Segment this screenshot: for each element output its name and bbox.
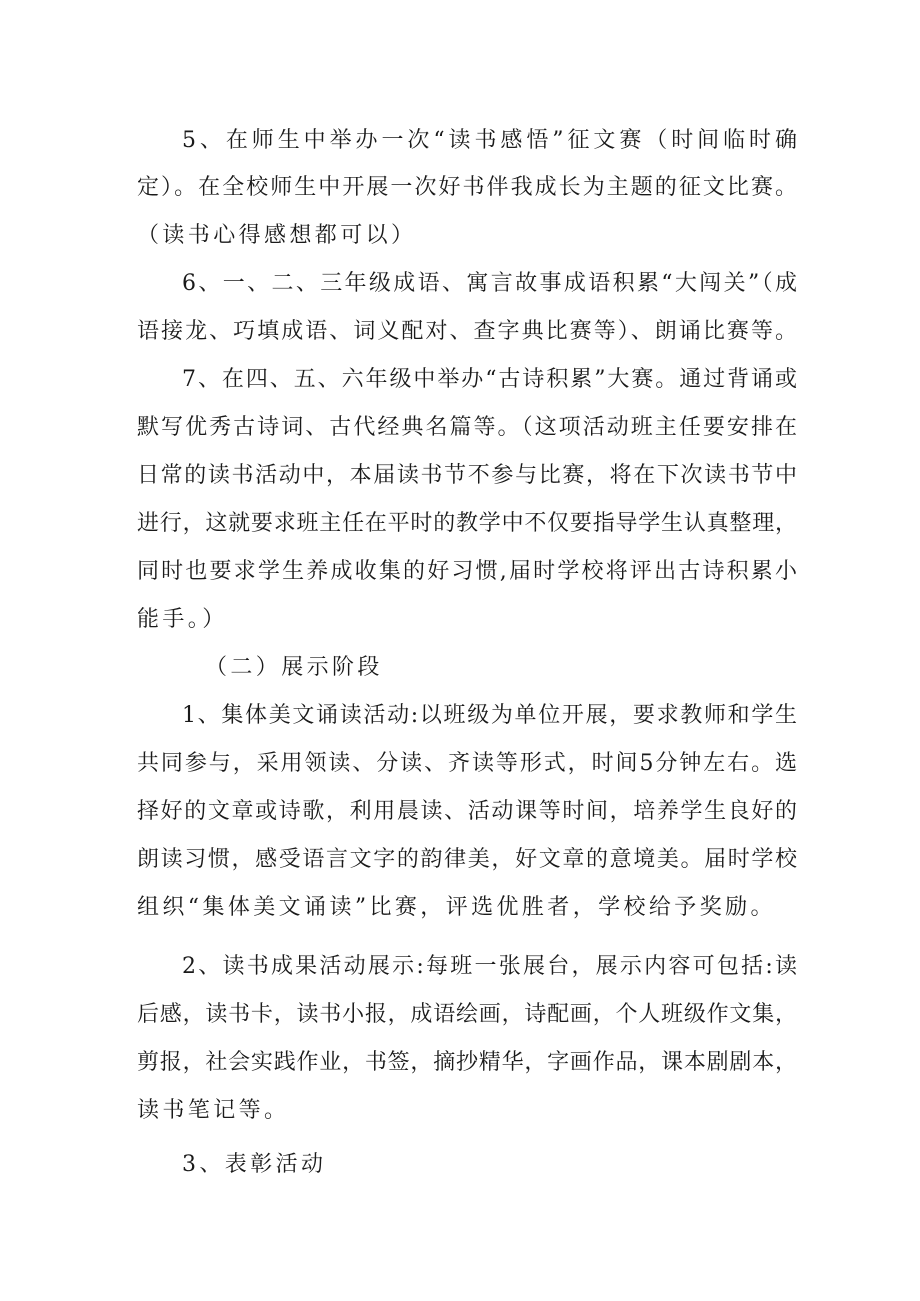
paragraph-5-line-1: 5、在师生中举办一次“读书感悟”征文赛（时间临时确 [182, 128, 797, 153]
paragraph-5-line-2: 定）。在全校师生中开展一次好书伴我成长为主题的征文比赛。 [137, 175, 797, 200]
section-heading-display-stage: （二）展示阶段 [205, 655, 383, 680]
paragraph-7-line-3: 日常的读书活动中，本届读书节不参与比赛，将在下次读书节中 [137, 463, 797, 488]
paragraph-7-line-4: 进行，这就要求班主任在平时的教学中不仅要指导学生认真整理， [137, 511, 797, 536]
paragraph-7-line-5: 同时也要求学生养成收集的好习惯,届时学校将评出古诗积累小 [137, 559, 797, 584]
item-2-line-1: 2、读书成果活动展示:每班一张展台，展示内容可包括:读 [182, 954, 797, 979]
item-1-line-1: 1、集体美文诵读活动:以班级为单位开展，要求教师和学生 [182, 703, 797, 728]
item-2-line-2: 后感，读书卡，读书小报，成语绘画，诗配画，个人班级作文集， [137, 1002, 797, 1027]
paragraph-7-line-6: 能手。） [137, 607, 228, 632]
paragraph-7-line-1: 7、在四、五、六年级中举办“古诗积累”大赛。通过背诵或 [182, 367, 797, 392]
item-1-line-4: 朗读习惯，感受语言文字的韵律美，好文章的意境美。届时学校 [137, 847, 797, 872]
item-1-line-2: 共同参与，采用领读、分读、齐读等形式，时间5分钟左右。选 [137, 751, 797, 776]
paragraph-5-line-3: （读书心得感想都可以） [137, 223, 417, 248]
paragraph-6-line-2: 语接龙、巧填成语、词义配对、查字典比赛等）、朗诵比赛等。 [137, 319, 797, 344]
paragraph-6-line-1: 6、一、二、三年级成语、寓言故事成语积累“大闯关”（成 [182, 271, 797, 296]
item-2-line-3: 剪报，社会实践作业，书签，摘抄精华，字画作品，课本剧剧本， [137, 1050, 797, 1075]
item-1-line-5: 组织“集体美文诵读”比赛，评选优胜者，学校给予奖励。 [137, 895, 776, 920]
paragraph-7-line-2: 默写优秀古诗词、古代经典名篇等。（这项活动班主任要安排在 [137, 415, 797, 440]
item-1-line-3: 择好的文章或诗歌，利用晨读、活动课等时间，培养学生良好的 [137, 799, 797, 824]
item-3-heading: 3、表彰活动 [182, 1152, 327, 1177]
item-2-line-4: 读书笔记等。 [137, 1098, 290, 1123]
